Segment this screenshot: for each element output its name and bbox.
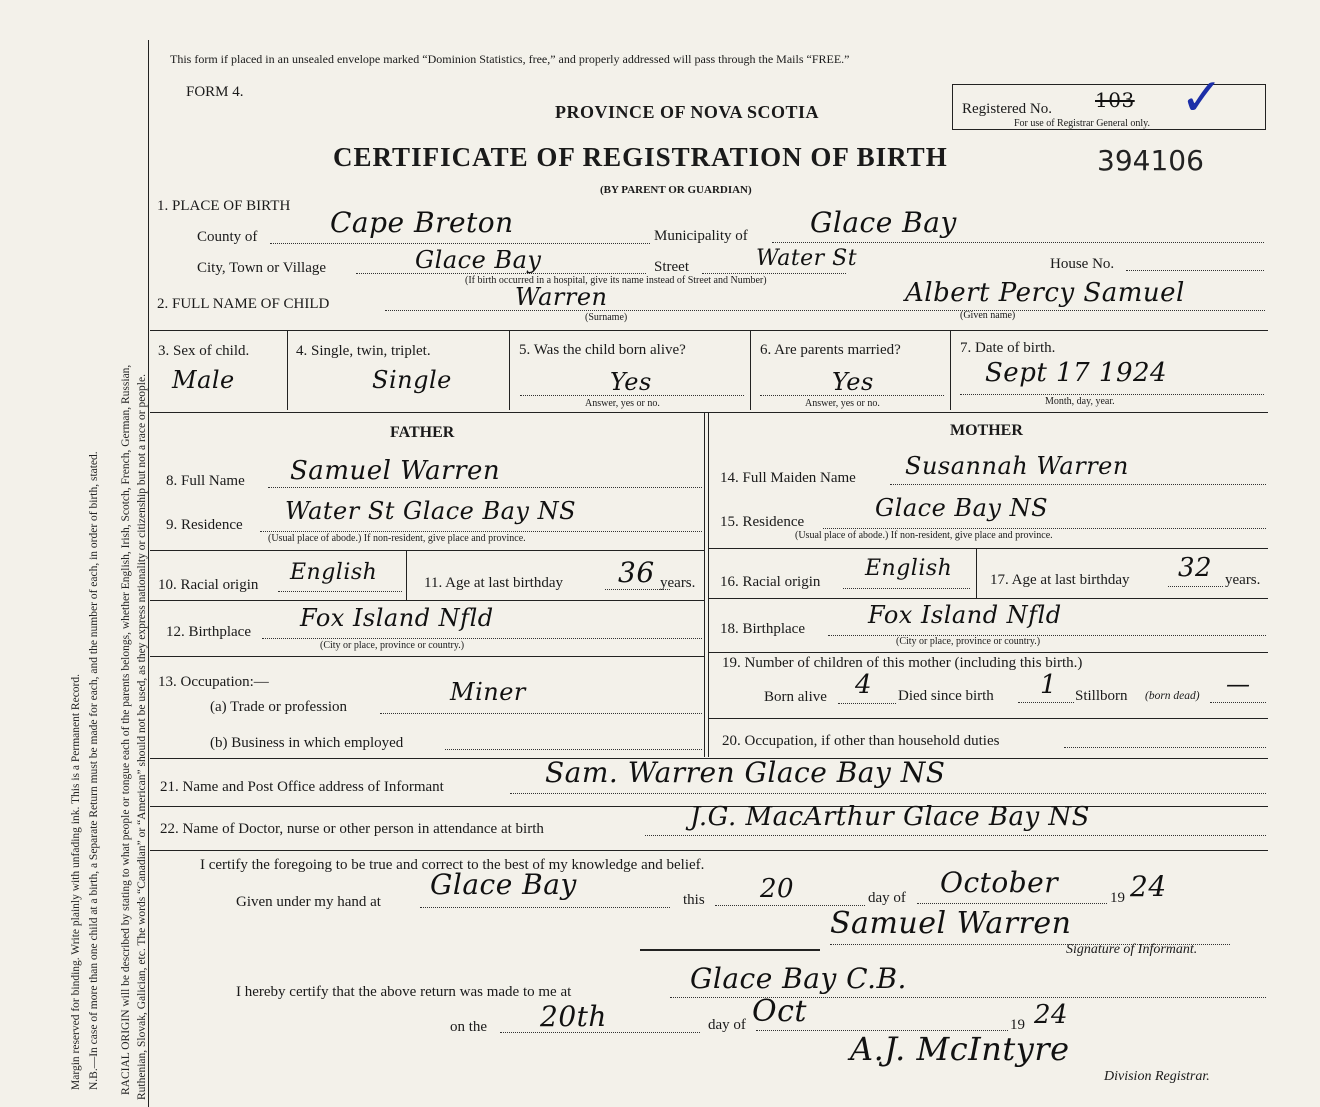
date-of-birth-value: Sept 17 1924	[985, 358, 1168, 388]
registrar-year-suffix: 24	[1034, 1000, 1069, 1030]
died-since-birth-label: Died since birth	[898, 688, 994, 704]
county-value: Cape Breton	[330, 206, 514, 239]
born-alive-count-label: Born alive	[764, 689, 827, 705]
registrar-signature: A.J. McIntyre	[850, 1030, 1070, 1068]
form-number: FORM 4.	[186, 84, 244, 100]
city-value: Glace Bay	[415, 246, 542, 274]
date-of-birth-label: 7. Date of birth.	[960, 340, 1056, 356]
given-under-hand-label: Given under my hand at	[236, 894, 381, 910]
this-label: this	[683, 892, 705, 908]
certify-day-of: day of	[868, 890, 906, 906]
child-given-name: Albert Percy Samuel	[905, 278, 1185, 308]
hospital-note: (If birth occurred in a hospital, give its name instead of Street and Number)	[465, 275, 767, 286]
margin-rule	[148, 40, 149, 1107]
doctor-label: 22. Name of Doctor, nurse or other person in attendance at birth	[160, 821, 544, 837]
multiple-birth-value: Single	[372, 366, 452, 394]
registrar-year-prefix: 19	[1010, 1017, 1025, 1033]
father-race-value: English	[290, 560, 378, 585]
province-heading: PROVINCE OF NOVA SCOTIA	[555, 102, 820, 122]
trade-value: Miner	[450, 678, 526, 706]
mother-heading: MOTHER	[950, 422, 1023, 439]
father-occupation-label: 13. Occupation:—	[158, 674, 269, 690]
informant-label: 21. Name and Post Office address of Informant	[160, 779, 444, 795]
given-name-caption: (Given name)	[960, 310, 1016, 321]
father-residence-value: Water St Glace Bay NS	[285, 497, 577, 525]
children-count-label: 19. Number of children of this mother (including this birth.)	[722, 655, 1083, 671]
registrar-day-of: day of	[708, 1017, 746, 1033]
registered-label: Registered No.	[962, 101, 1052, 117]
father-name-label: 8. Full Name	[166, 473, 245, 489]
certify-day-value: 20	[760, 874, 795, 904]
county-label: County of	[197, 229, 258, 245]
informant-value: Sam. Warren Glace Bay NS	[545, 756, 946, 789]
trade-label: (a) Trade or profession	[210, 699, 348, 715]
registrar-month-value: Oct	[752, 994, 807, 1029]
given-place-value: Glace Bay	[430, 868, 577, 901]
born-alive-count-value: 4	[855, 670, 873, 700]
margin-note-racial-origin: RACIAL ORIGIN will be described by stating to what people or tongue each of the parents belongs, whether English, Irish, Scotch, French, German, Russian,	[120, 364, 132, 1095]
registrar-on-the: on the	[450, 1019, 488, 1035]
mother-age-years: years.	[1225, 572, 1261, 588]
mother-age-label: 17. Age at last birthday	[990, 572, 1130, 588]
father-residence-label: 9. Residence	[166, 517, 243, 533]
died-since-birth-value: 1	[1040, 670, 1058, 700]
father-residence-caption: (Usual place of abode.) If non-resident, give place and province.	[268, 533, 526, 544]
municipality-label: Municipality of	[654, 228, 748, 244]
mother-race-value: English	[865, 556, 953, 581]
father-age-years: years.	[660, 575, 696, 591]
father-name-value: Samuel Warren	[290, 456, 501, 486]
registrar-statement: I hereby certify that the above return was made to me at	[236, 984, 572, 1000]
margin-note-racial-origin-2: Ruthenian, Slovak, Galician, etc. The words “Canadian” or “American” should not be used, as they express nationality or citizenship but not a race or people.	[136, 374, 148, 1100]
street-label: Street	[654, 259, 689, 275]
mother-birthplace-label: 18. Birthplace	[720, 621, 805, 637]
born-alive-caption: Answer, yes or no.	[585, 398, 660, 409]
stillborn-label: Stillborn	[1075, 688, 1128, 704]
date-of-birth-caption: Month, day, year.	[1045, 396, 1115, 407]
multiple-birth-label: 4. Single, twin, triplet.	[296, 343, 431, 359]
parents-married-question: 6. Are parents married?	[760, 342, 901, 358]
mother-race-label: 16. Racial origin	[720, 574, 821, 590]
city-label: City, Town or Village	[197, 260, 327, 276]
margin-note-binding: Margin reserved for binding. Write plainly with unfading ink. This is a Permanent Record.	[70, 673, 82, 1090]
certify-statement: I certify the foregoing to be true and correct to the best of my knowledge and belief.	[200, 857, 705, 873]
mother-birthplace-value: Fox Island Nfld	[868, 601, 1062, 629]
place-of-birth-label: 1. PLACE OF BIRTH	[157, 198, 291, 214]
stillborn-note: (born dead)	[1145, 690, 1200, 702]
father-birthplace-value: Fox Island Nfld	[300, 604, 494, 632]
house-number-label: House No.	[1050, 256, 1115, 272]
father-birthplace-label: 12. Birthplace	[166, 624, 251, 640]
doctor-value: J.G. MacArthur Glace Bay NS	[690, 802, 1090, 832]
certificate-number: 394106	[1097, 144, 1204, 177]
sex-label: 3. Sex of child.	[158, 343, 250, 359]
registrar-note: For use of Registrar General only.	[1014, 118, 1150, 129]
father-race-label: 10. Racial origin	[158, 577, 259, 593]
mother-residence-value: Glace Bay NS	[875, 494, 1049, 522]
child-name-label: 2. FULL NAME OF CHILD	[157, 296, 330, 312]
mother-birthplace-caption: (City or place, province or country.)	[896, 636, 1041, 647]
certify-month-value: October	[940, 866, 1059, 899]
parents-married-answer: Yes	[832, 368, 874, 396]
signature-caption: Signature of Informant.	[1066, 942, 1198, 957]
informant-signature: Samuel Warren	[830, 906, 1072, 941]
certificate-title: CERTIFICATE OF REGISTRATION OF BIRTH	[333, 142, 948, 172]
born-alive-answer: Yes	[610, 368, 652, 396]
sex-value: Male	[172, 366, 235, 394]
surname-caption: (Surname)	[585, 312, 628, 323]
father-age-label: 11. Age at last birthday	[424, 575, 563, 591]
mother-occupation-label: 20. Occupation, if other than household duties	[722, 733, 1000, 749]
certificate-subtitle: (BY PARENT OR GUARDIAN)	[600, 184, 752, 196]
mother-residence-caption: (Usual place of abode.) If non-resident, give place and province.	[795, 530, 1053, 541]
parents-married-caption: Answer, yes or no.	[805, 398, 880, 409]
father-birthplace-caption: (City or place, province or country.)	[320, 640, 465, 651]
child-surname: Warren	[515, 283, 608, 311]
municipality-value: Glace Bay	[810, 206, 957, 239]
father-age-value: 36	[618, 556, 655, 589]
mother-name-value: Susannah Warren	[905, 452, 1129, 480]
father-heading: FATHER	[390, 424, 455, 441]
street-value: Water St	[756, 246, 858, 271]
registrar-caption: Division Registrar.	[1104, 1069, 1210, 1084]
registrar-place-value: Glace Bay C.B.	[690, 962, 907, 995]
check-mark-icon: ✓	[1180, 70, 1224, 127]
business-label: (b) Business in which employed	[210, 735, 404, 751]
registrar-day-value: 20th	[540, 1000, 607, 1033]
mail-notice: This form if placed in an unsealed envelope marked “Dominion Statistics, free,” and properly addressed will pass through the Mails “FREE.”	[170, 52, 850, 66]
mother-name-label: 14. Full Maiden Name	[720, 470, 856, 486]
registered-value: 103	[1095, 88, 1135, 112]
stillborn-value: —	[1226, 670, 1251, 698]
margin-note-multiple-births: N.B.—In case of more than one child at a birth, a Separate Return must be made for each, and the number of each, in order of birth, stated.	[88, 451, 100, 1090]
certify-year-suffix: 24	[1130, 870, 1167, 903]
mother-age-value: 32	[1178, 553, 1213, 583]
certify-year-prefix: 19	[1110, 890, 1125, 906]
born-alive-question: 5. Was the child born alive?	[519, 342, 686, 358]
mother-residence-label: 15. Residence	[720, 514, 805, 530]
